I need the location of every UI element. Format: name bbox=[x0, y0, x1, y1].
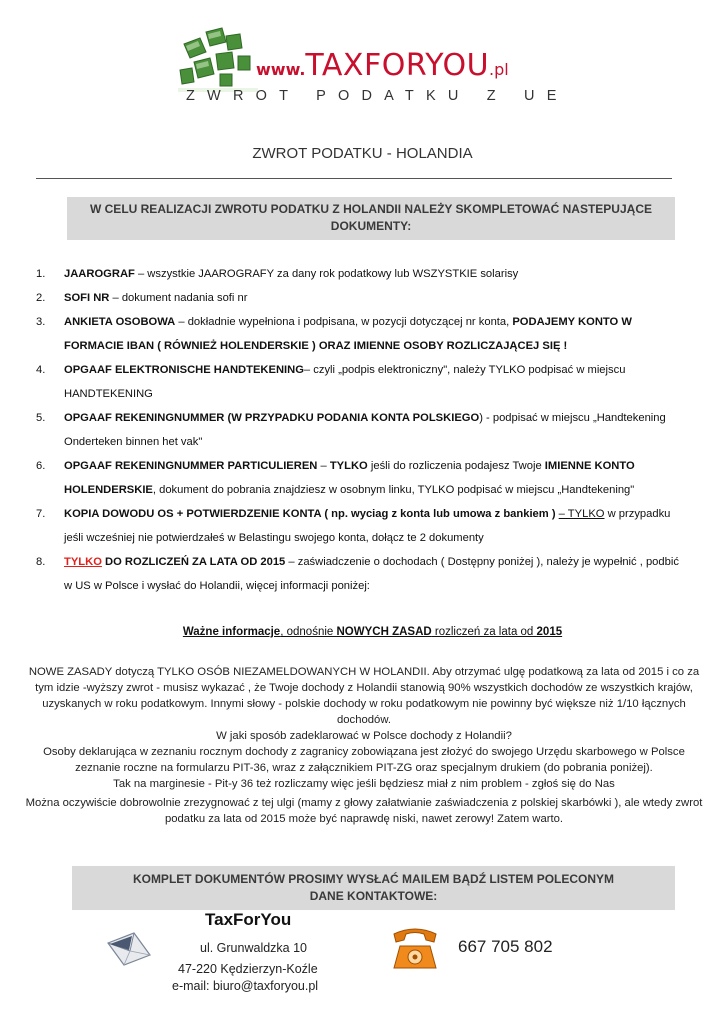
item-emphasis: IMIENNE KONTO HOLENDERSKIE bbox=[64, 460, 635, 496]
item-text: – czyli „podpis elektroniczny", należy TYLKO podpisać w miejscu HANDTEKENING bbox=[64, 364, 626, 400]
item-number: 2. bbox=[36, 292, 46, 304]
address-street: ul. Grunwaldzka 10 bbox=[200, 941, 308, 955]
list-item bbox=[36, 310, 686, 358]
email-text[interactable]: e-mail: biuro@taxforyou.pl bbox=[172, 979, 319, 993]
item-title: OPGAAF ELEKTRONISCHE HANDTEKENING bbox=[64, 364, 304, 376]
item-text: ) - podpisać w miejscu „Handtekening Onderteken binnen het vak" bbox=[64, 412, 666, 448]
contact-line-2: DANE KONTAKTOWE: bbox=[309, 889, 438, 903]
address-city: 47-220 Kędzierzyn-Koźle bbox=[178, 962, 318, 976]
info-heading-year: 2015 bbox=[536, 626, 563, 638]
item-title: DO ROZLICZEŃ ZA LATA OD 2015 bbox=[101, 556, 286, 568]
list-item bbox=[36, 262, 686, 286]
company-name: TaxForYou bbox=[205, 910, 292, 929]
list-item bbox=[36, 406, 686, 454]
item-title: JAAROGRAF bbox=[64, 268, 135, 280]
rules-paragraph: Osoby deklarująca w zeznaniu rocznym dochody z zagranicy zobowiązana jest złożyć do swojego Urzędu skarbowego w Polsce zeznanie roczne na formularzu PIT-36, wraz z załącznikiem PIT-ZG oraz specjalnym drukiem (do pobrania poniżej). bbox=[43, 746, 685, 774]
info-heading-bold: Ważne informacje bbox=[182, 626, 281, 638]
item-number: 8. bbox=[36, 556, 46, 568]
item-text: – dokładnie wypełniona i podpisana, w pozycji dotyczącej nr konta, bbox=[175, 316, 513, 328]
item-underlined: – TYLKO bbox=[558, 508, 605, 520]
logo-tagline: ZWROT PODATKU Z UE bbox=[186, 88, 569, 104]
list-item bbox=[36, 550, 686, 598]
rules-section bbox=[24, 664, 704, 827]
item-number: 6. bbox=[36, 460, 46, 472]
list-item bbox=[36, 502, 686, 550]
logo-tld: .pl bbox=[489, 60, 509, 79]
logo-www: www. bbox=[256, 60, 306, 79]
intro-line-2: DOKUMENTY: bbox=[330, 219, 412, 233]
info-heading-bold: NOWYCH ZASAD bbox=[336, 626, 432, 638]
item-number: 4. bbox=[36, 364, 46, 376]
phone-number[interactable]: 667 705 802 bbox=[458, 937, 553, 956]
title-divider bbox=[36, 178, 672, 179]
item-text: – zaświadczenie o dochodach ( Dostępny poniżej ), należy je wypełnić , podbić w US w Polsce i wysłać do Holandii, więcej informacji poniżej: bbox=[64, 556, 679, 592]
rules-paragraph: Tak na marginesie - Pit-y 36 też rozliczamy więc jeśli będziesz miał z nim problem - zgłoś się do Nas bbox=[113, 778, 615, 790]
item-text: – dokument nadania sofi nr bbox=[109, 292, 248, 304]
contact-line-1: KOMPLET DOKUMENTÓW PROSIMY WYSŁAĆ MAILEM BĄDŹ LISTEM POLECONYM bbox=[132, 872, 615, 886]
item-number: 5. bbox=[36, 412, 46, 424]
envelope-icon bbox=[104, 929, 154, 969]
item-highlight: TYLKO bbox=[64, 556, 102, 568]
info-heading-text: , odnośnie bbox=[280, 626, 337, 638]
rules-question: W jaki sposób zadeklarować w Polsce dochody z Holandii? bbox=[216, 730, 512, 742]
item-text: – bbox=[317, 460, 330, 472]
intro-line-1: W CELU REALIZACJI ZWROTU PODATKU Z HOLANDII NALEŻY SKOMPLETOWAĆ NASTEPUJĄCE bbox=[89, 202, 652, 216]
item-text: jeśli do rozliczenia podajesz Twoje bbox=[367, 460, 545, 472]
item-title: KOPIA DOWODU OS + POTWIERDZENIE KONTA ( np. wyciag z konta lub umowa z bankiem ) bbox=[64, 508, 559, 520]
item-text: w przypadku jeśli wcześniej nie potwierdzałeś w Belastingu swojego konta, dołącz te 2 dokumenty bbox=[64, 508, 671, 544]
logo-brand: TAXFORYOU bbox=[305, 48, 490, 83]
item-number: 1. bbox=[36, 268, 46, 280]
item-text: – wszystkie JAAROGRAFY za dany rok podatkowy lub WSZYSTKIE solarisy bbox=[134, 268, 519, 280]
item-emphasis: PODAJEMY KONTO W FORMACIE IBAN ( RÓWNIEŻ HOLENDERSKIE ) ORAZ IMIENNE OSOBY ROZLICZAJĄCEJ SIĘ ! bbox=[64, 316, 632, 352]
item-number: 7. bbox=[36, 508, 46, 520]
contact-box bbox=[72, 866, 675, 910]
item-title: ANKIETA OSOBOWA bbox=[64, 316, 176, 328]
item-title: OPGAAF REKENINGNUMMER PARTICULIEREN bbox=[64, 460, 318, 472]
item-title: SOFI NR bbox=[64, 292, 110, 304]
info-heading-text: rozliczeń za lata od bbox=[431, 626, 537, 638]
logo bbox=[176, 22, 569, 114]
item-emphasis: TYLKO bbox=[329, 460, 368, 472]
list-item bbox=[36, 286, 686, 310]
list-item bbox=[36, 358, 686, 406]
item-number: 3. bbox=[36, 316, 46, 328]
info-heading bbox=[0, 626, 725, 638]
telephone-icon bbox=[388, 924, 442, 974]
logo-wordmark bbox=[256, 48, 509, 83]
rules-paragraph: Można oczywiście dobrowolnie zrezygnować z tej ulgi (mamy z głowy załatwianie zaświadczenia z polskiej skarbówki ), ale wtedy zwrot podatku za lata od 2015 może być naprawdę niski, nawet zerowy! Zatem warto. bbox=[25, 797, 703, 825]
intro-box bbox=[67, 197, 675, 240]
item-text: , dokument do pobrania znajdziesz w osobnym linku, TYLKO podpisać w miejscu „Handtekening" bbox=[152, 484, 635, 496]
document-list bbox=[36, 262, 686, 598]
item-title: OPGAAF REKENINGNUMMER (W PRZYPADKU PODANIA KONTA POLSKIEGO bbox=[64, 412, 480, 424]
page-title: ZWROT PODATKU - HOLANDIA bbox=[252, 145, 473, 162]
rules-paragraph: NOWE ZASADY dotyczą TYLKO OSÓB NIEZAMELDOWANYCH W HOLANDII. Aby otrzymać ulgę podatkową za lata od 2015 i co za tym idzie -wyższy zwrot - musisz wykazać , że Twoje dochody z Holandii stanowią 90% wszystkich dochodów ze wszystkich krajów, uzyskanych w roku podatkowym. Innymi słowy - polskie dochody w roku podatkowym nie powinny być większe niż 1/10 łącznych dochodów. bbox=[28, 666, 700, 726]
list-item bbox=[36, 454, 686, 502]
